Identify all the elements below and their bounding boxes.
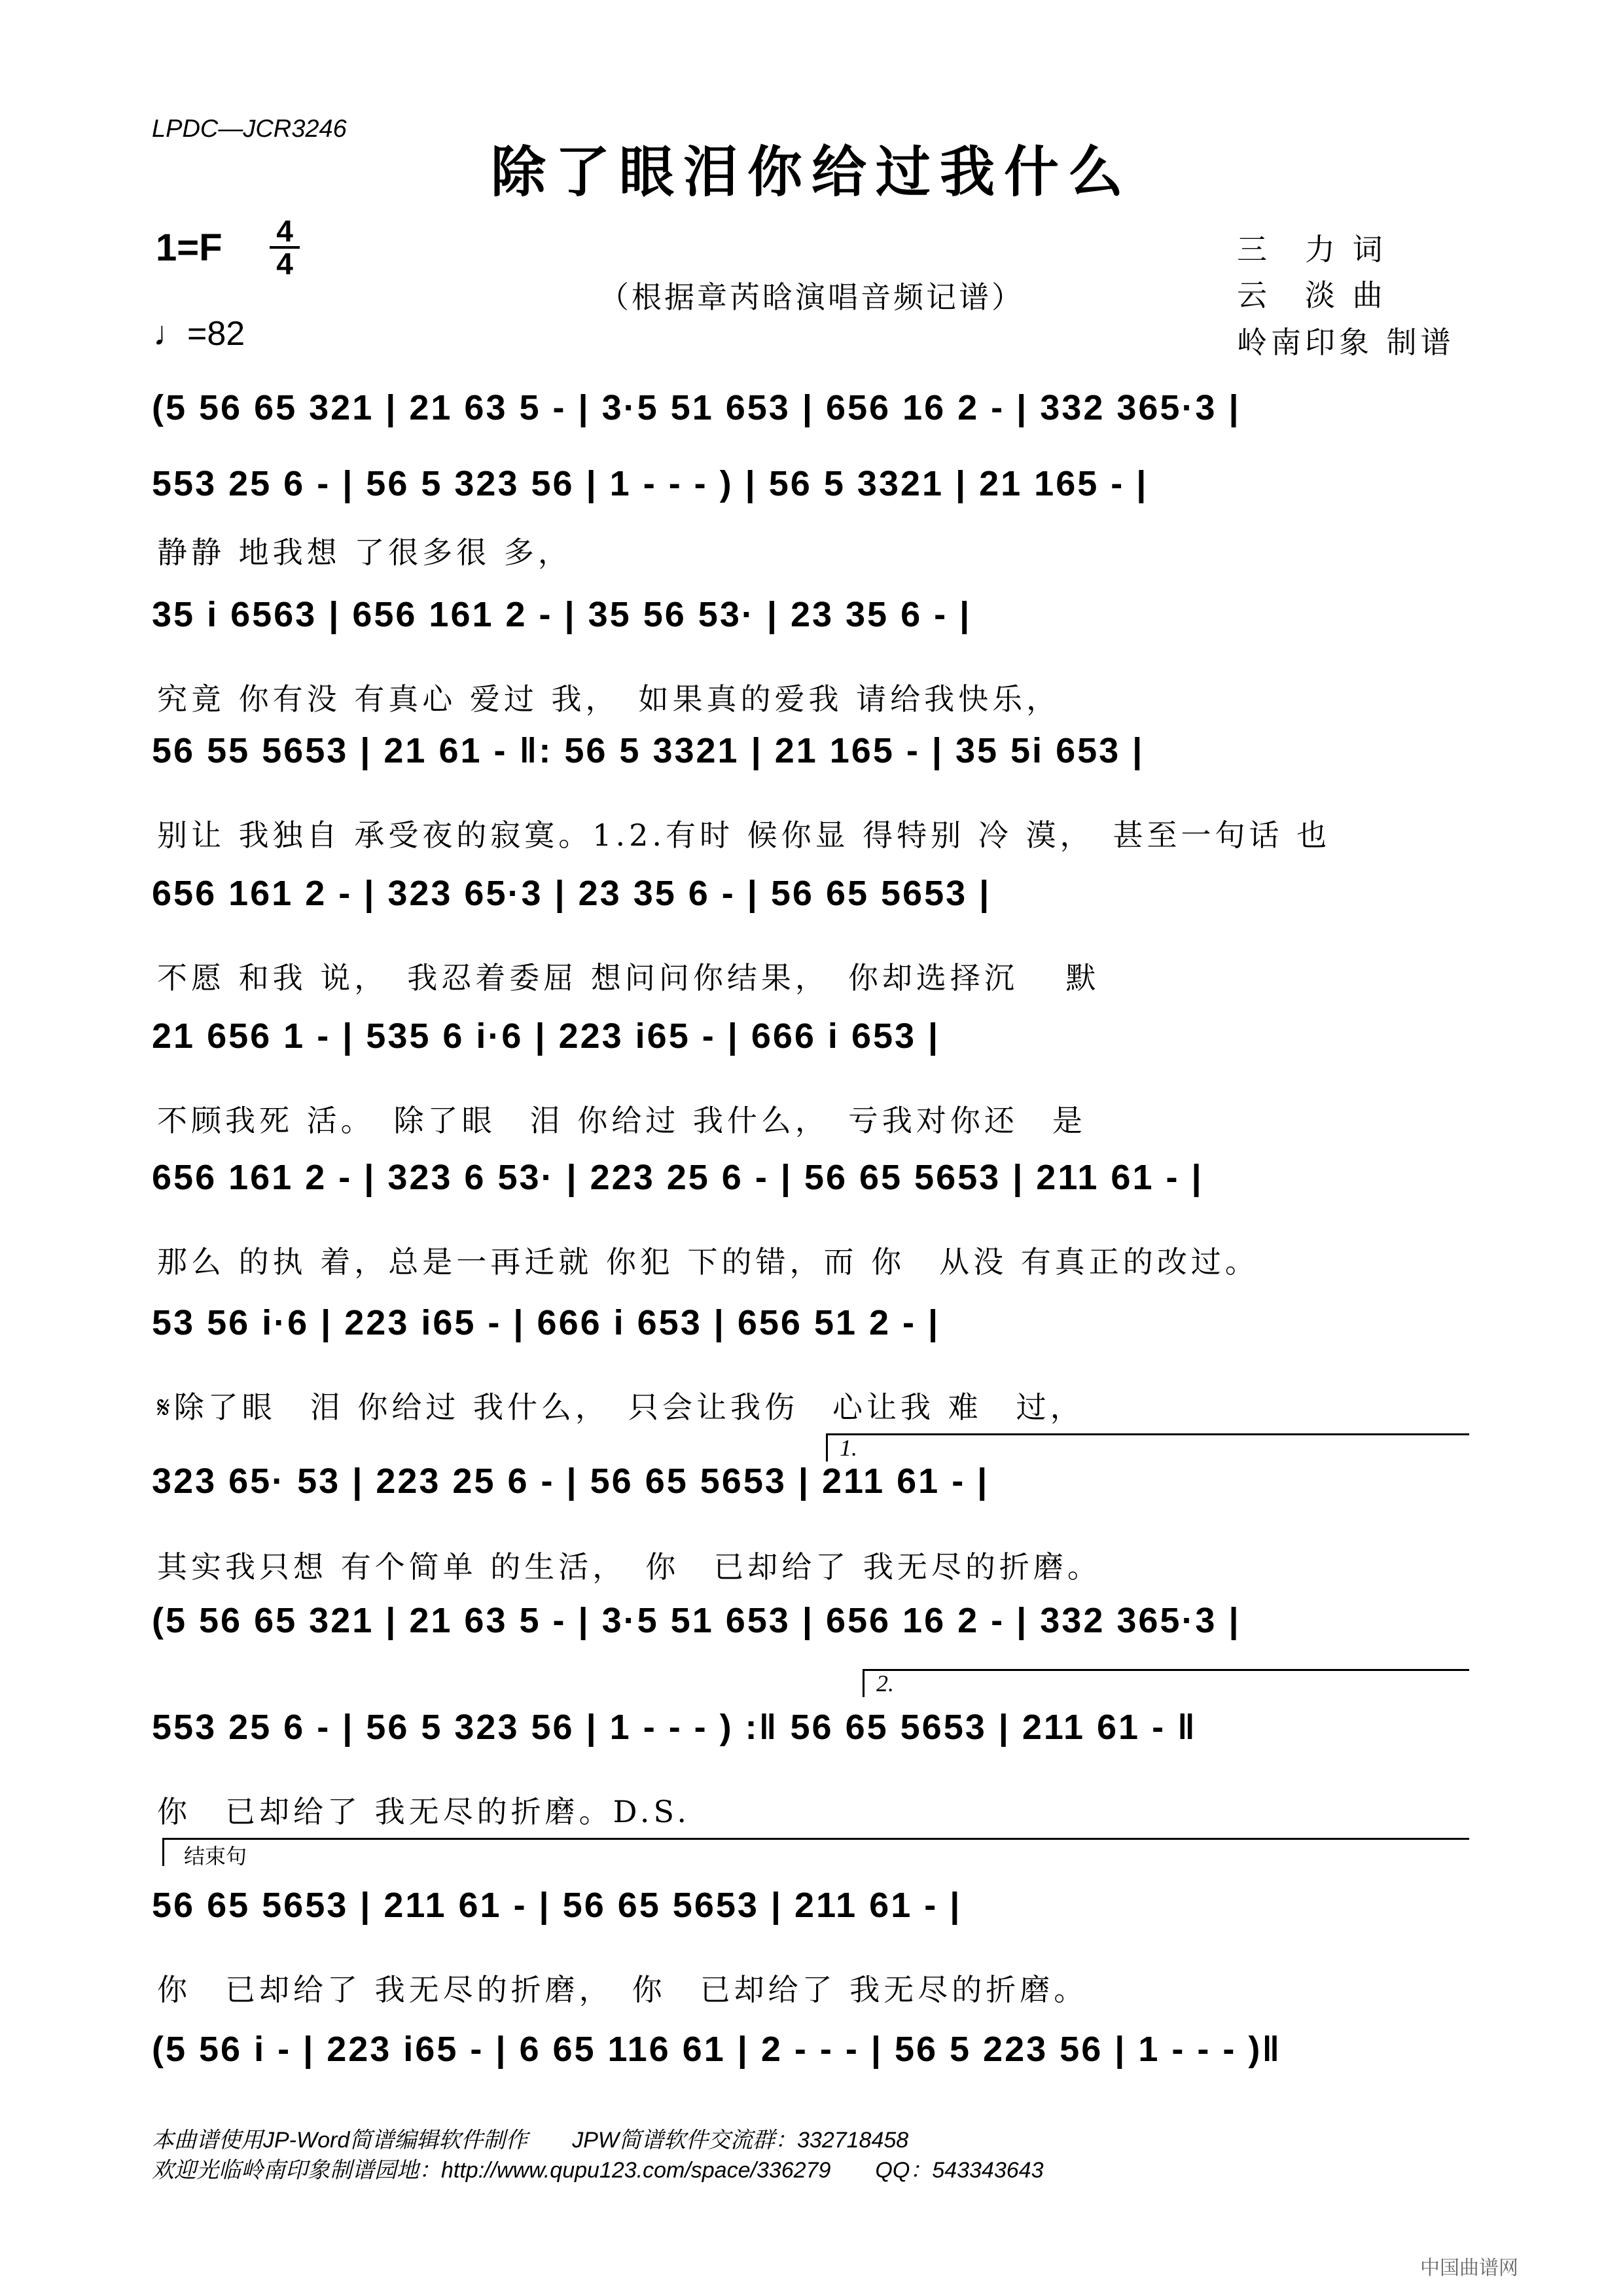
notation-line: 56 55 5653 | 21 61 - ‖: 56 5 3321 | 21 165 - | 35 5i 653 | bbox=[152, 731, 1145, 770]
composer-credit: 云 淡 曲 bbox=[1237, 278, 1387, 313]
arranger-credit: 岭南印象 制谱 bbox=[1237, 325, 1455, 360]
footer-software-line: 本曲谱使用JP-Word简谱编辑软件制作 JPW简谱软件交流群：332718458 bbox=[152, 2128, 909, 2153]
volta-first-bracket bbox=[826, 1433, 1469, 1462]
lyric-line: 不顾我死 活。 除了眼 泪 你给过 我什么， 亏我对你还 是 bbox=[157, 1103, 1086, 1138]
watermark-logo: 中国曲谱网 bbox=[1420, 2257, 1518, 2280]
page-title: 除了眼泪你给过我什么 bbox=[490, 139, 1132, 204]
notation-line: 21 656 1 - | 535 6 i·6 | 223 i65 - | 666 i 653 | bbox=[152, 1016, 940, 1056]
time-signature bbox=[270, 214, 300, 281]
notation-line: (5 56 65 321 | 21 63 5 - | 3·5 51 653 | 656 16 2 - | 332 365·3 | bbox=[152, 1601, 1241, 1640]
footer-website-line: 欢迎光临岭南印象制谱园地：http://www.qupu123.com/space/336279 QQ：543343643 bbox=[152, 2158, 1044, 2183]
lyricist-credit: 三 力 词 bbox=[1237, 232, 1387, 267]
key-signature: 1=F bbox=[156, 226, 223, 269]
notation-line: (5 56 65 321 | 21 63 5 - | 3·5 51 653 | 656 16 2 - | 332 365·3 | bbox=[152, 388, 1241, 427]
score-code: LPDC—JCR3246 bbox=[152, 115, 347, 143]
volta-first-label: 1. bbox=[840, 1435, 857, 1461]
time-top: 4 bbox=[276, 214, 293, 248]
time-bottom: 4 bbox=[276, 247, 293, 281]
notation-line: 56 65 5653 | 211 61 - | 56 65 5653 | 211 61 - | bbox=[152, 1886, 962, 1925]
notation-line: 35 i 6563 | 656 161 2 - | 35 56 53· | 23 35 6 - | bbox=[152, 595, 972, 634]
subtitle: （根据章芮晗演唱音频记谱） bbox=[599, 279, 1024, 315]
volta-second-bracket bbox=[863, 1669, 1469, 1697]
ending-label: 结束句 bbox=[184, 1844, 247, 1869]
volta-second-label: 2. bbox=[876, 1670, 894, 1696]
lyric-line: 静静 地我想 了很多很 多， bbox=[157, 535, 572, 570]
lyric-line: 那么 的执 着，总是一再迁就 你犯 下的错，而 你 从没 有真正的改过。 bbox=[157, 1244, 1259, 1280]
notation-line: 53 56 i·6 | 223 i65 - | 666 i 653 | 656 51 2 - | bbox=[152, 1303, 940, 1342]
lyric-line: 其实我只想 有个简单 的生活， 你 已却给了 我无尽的折磨。 bbox=[157, 1549, 1101, 1585]
notation-line: (5 56 i - | 223 i65 - | 6 65 116 61 | 2 - - - | 56 5 223 56 | 1 - - - )‖ bbox=[152, 2030, 1282, 2069]
ending-bracket bbox=[162, 1838, 1469, 1869]
notation-line: 656 161 2 - | 323 6 53· | 223 25 6 - | 56 65 5653 | 211 61 - | bbox=[152, 1158, 1204, 1197]
notation-line: 553 25 6 - | 56 5 323 56 | 1 - - - ) :‖ 56 65 5653 | 211 61 - ‖ bbox=[152, 1708, 1197, 1747]
lyric-line: 𝄋除了眼 泪 你给过 我什么， 只会让我伤 心让我 难 过， bbox=[157, 1390, 1084, 1425]
lyric-line: 你 已却给了 我无尽的折磨， 你 已却给了 我无尽的折磨。 bbox=[157, 1972, 1088, 2007]
notation-line: 323 65· 53 | 223 25 6 - | 56 65 5653 | 211 61 - | bbox=[152, 1462, 990, 1501]
lyric-line: 你 已却给了 我无尽的折磨。D.S. bbox=[157, 1794, 690, 1829]
notation-line: 553 25 6 - | 56 5 323 56 | 1 - - - ) | 56 5 3321 | 21 165 - | bbox=[152, 464, 1149, 503]
notation-line: 656 161 2 - | 323 65·3 | 23 35 6 - | 56 65 5653 | bbox=[152, 874, 991, 913]
tempo-marking: ♩=82 bbox=[153, 315, 245, 353]
lyric-line: 别让 我独自 承受夜的寂寞。1.2.有时 候你显 得特别 冷 漠， 甚至一句话 也 bbox=[157, 817, 1331, 853]
lyric-line: 究竟 你有没 有真心 爱过 我， 如果真的爱我 请给我快乐， bbox=[157, 681, 1061, 717]
lyric-line: 不愿 和我 说， 我忍着委屈 想问问你结果， 你却选择沉 默 bbox=[157, 960, 1100, 996]
